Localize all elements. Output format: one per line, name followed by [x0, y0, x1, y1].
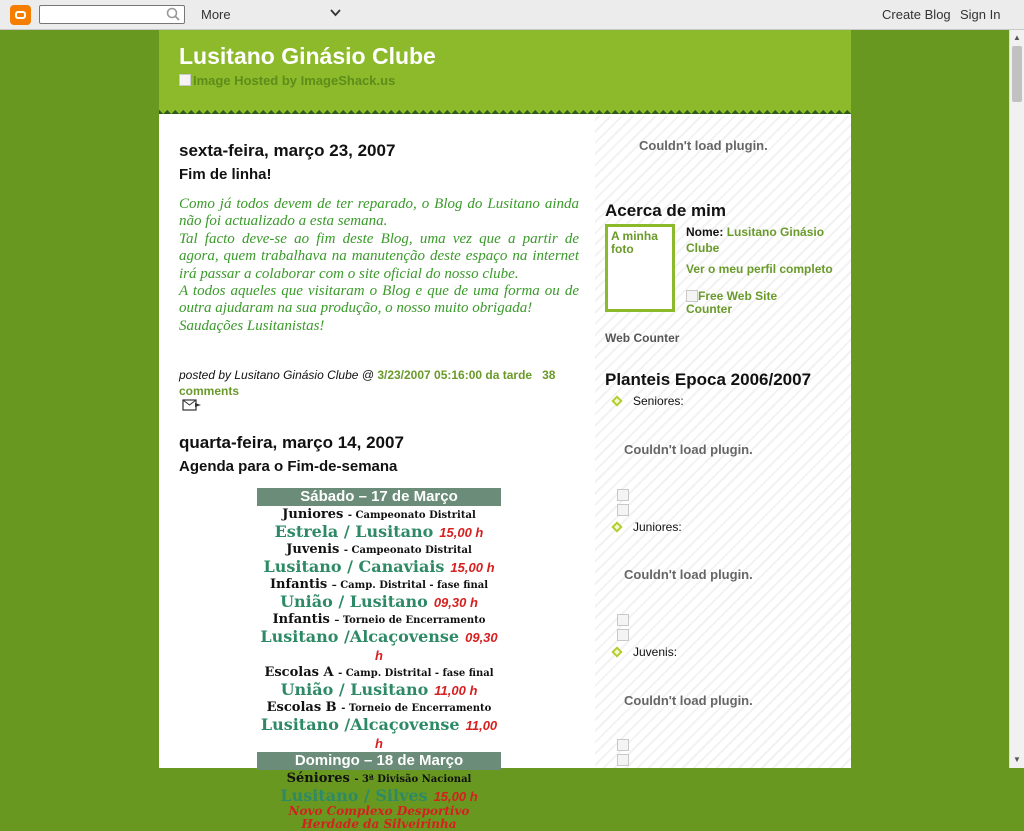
site-counter-alt: Free Web Site Counter [686, 289, 778, 316]
agenda-sunday-bar: Domingo – 18 de Março [257, 752, 501, 770]
blog-header [159, 30, 851, 114]
profile-name-label: Nome: [686, 225, 724, 239]
agenda-venue-2: Herdade da Silveirinha [301, 817, 457, 831]
post-date: sexta-feira, março 23, 2007 [179, 141, 396, 160]
agenda-category: Juvenis [286, 542, 340, 557]
agenda-time: 09,30 h [375, 630, 498, 663]
blogger-logo-icon[interactable] [10, 5, 31, 25]
post-paragraph: Saudações Lusitanistas! [179, 317, 325, 334]
agenda-away: Lusitano [355, 522, 434, 541]
about-heading: Acerca de mim [605, 201, 726, 220]
profile-name-link[interactable]: Lusitano Ginásio Clube [686, 225, 825, 255]
chevron-down-icon[interactable] [330, 9, 341, 17]
squad-label: Juvenis: [633, 645, 678, 659]
post-footer [179, 367, 579, 399]
agenda-game: Infantis – Camp. Distrital - fase final União / Lusitano 09,30 h [269, 577, 489, 611]
agenda-game: Séniores - 3ª Divisão Nacional Lusitano / Silves 15,00 h [280, 771, 478, 805]
agenda-competition: - Torneio de Encerramento [341, 703, 492, 714]
post-paragraph: A todos aqueles que visitaram o Blog e que de uma forma ou de outra ajudaram na sua produção, o nosso muito obrigada! [179, 283, 579, 317]
broken-image-icon [179, 74, 191, 86]
agenda-time: 15,00 h [433, 789, 478, 804]
agenda-venue: Novo Complexo Desportivo [288, 804, 470, 818]
bullet-icon [611, 521, 622, 532]
agenda-game: Juniores - Campeonato Distrital Estrela / Lusitano 15,00 h [274, 507, 484, 541]
agenda-home: Lusitano [280, 786, 359, 805]
agenda-time: 15,00 h [439, 525, 484, 540]
agenda-home: Lusitano [260, 627, 339, 646]
broken-image-icon [686, 290, 698, 302]
profile-photo[interactable] [605, 224, 675, 312]
scroll-down-arrow-icon[interactable]: ▼ [1013, 755, 1021, 764]
agenda-category: Juniores [282, 507, 344, 522]
bullet-icon [611, 395, 622, 406]
more-dropdown[interactable]: More [201, 7, 231, 22]
agenda-category: Infantis [272, 612, 330, 627]
agenda-away: Silves [375, 786, 428, 805]
agenda-competition: - Campeonato Distrital [347, 510, 476, 521]
agenda-image [257, 488, 501, 831]
post-body [179, 196, 579, 335]
sign-in-link[interactable]: Sign In [960, 7, 1001, 22]
agenda-home: Lusitano [260, 715, 339, 734]
blog-container [159, 30, 851, 831]
agenda-time: 09,30 h [433, 595, 478, 610]
list-item [613, 394, 684, 408]
agenda-category: Escolas B [266, 700, 337, 715]
agenda-time: 11,00 h [434, 683, 478, 698]
plugin-placeholder[interactable]: Couldn't load plugin. [624, 693, 753, 708]
agenda-category: Escolas A [264, 665, 334, 680]
squad-label: Juniores: [633, 520, 682, 534]
agenda-away: Alcaçovense [349, 627, 460, 646]
agenda-away: Alcaçovense [350, 715, 460, 734]
scroll-thumb[interactable] [1012, 46, 1022, 102]
post-title[interactable]: Fim de linha! [179, 166, 272, 183]
squad-label: Seniores: [633, 394, 684, 408]
agenda-competition: – Torneio de Encerramento [334, 615, 486, 626]
agenda-saturday-bar: Sábado – 17 de Março [257, 488, 501, 506]
post-author: posted by Lusitano Ginásio Clube @ [179, 368, 374, 382]
agenda-category: Séniores [286, 771, 350, 786]
header-border [159, 106, 851, 116]
page-scrollbar[interactable] [1009, 30, 1024, 768]
agenda-game: Escolas B - Torneio de Encerramento Lusitano /Alcaçovense 11,00 h [260, 700, 498, 751]
agenda-competition: - Campeonato Distrital [343, 545, 472, 556]
bullet-icon [611, 646, 622, 657]
agenda-home: União [280, 680, 334, 699]
post-paragraph: Tal facto deve-se ao fim deste Blog, uma vez que a partir de agora, quem trabalhava na manutenção deste espaço na internet irá passar a colaborar com o site oficial do nosso clube. [179, 230, 579, 282]
agenda-home: Lusitano [263, 557, 342, 576]
agenda-game: Infantis – Torneio de Encerramento Lusitano /Alcaçovense 09,30 h [260, 612, 498, 663]
search-input[interactable] [39, 5, 185, 24]
broken-image-icon [617, 754, 629, 766]
post-timestamp-link[interactable]: 3/23/2007 05:16:00 da tarde [377, 368, 533, 382]
search-icon[interactable] [165, 6, 183, 23]
profile-photo-alt: A minha foto [611, 229, 658, 256]
blogger-navbar [0, 0, 1024, 30]
post-paragraph: Como já todos devem de ter reparado, o Blog do Lusitano ainda não foi actualizado a esta semana. [179, 196, 579, 230]
agenda-competition: - 3ª Divisão Nacional [354, 774, 472, 785]
list-item [613, 520, 682, 534]
web-counter-link[interactable]: Web Counter [605, 331, 680, 345]
broken-image-icon [617, 629, 629, 641]
broken-image-icon [617, 614, 629, 626]
comments-link[interactable]: 38 comments [179, 368, 556, 398]
agenda-away: Lusitano [350, 680, 429, 699]
agenda-time: 15,00 h [450, 560, 495, 575]
agenda-home: Estrela [274, 522, 339, 541]
post-title[interactable]: Agenda para o Fim-de-semana [179, 458, 398, 475]
agenda-home: União [280, 592, 333, 611]
broken-image-icon [617, 489, 629, 501]
scroll-up-arrow-icon[interactable]: ▲ [1013, 33, 1021, 42]
header-image-alt: Image Hosted by ImageShack.us [193, 73, 396, 88]
site-counter-image[interactable] [686, 290, 806, 316]
agenda-away: Canaviais [358, 557, 445, 576]
agenda-competition: - Camp. Distrital - fase final [338, 668, 494, 679]
profile-name [686, 224, 836, 256]
plugin-placeholder[interactable]: Couldn't load plugin. [639, 138, 768, 153]
plugin-placeholder[interactable]: Couldn't load plugin. [624, 567, 753, 582]
plugin-placeholder[interactable]: Couldn't load plugin. [624, 442, 753, 457]
post-date: quarta-feira, março 14, 2007 [179, 433, 404, 452]
agenda-game: Juvenis - Campeonato Distrital Lusitano / Canaviais 15,00 h [263, 542, 495, 576]
header-image [179, 73, 395, 88]
broken-image-icon [617, 504, 629, 516]
list-item [613, 645, 677, 659]
blog-title[interactable]: Lusitano Ginásio Clube [179, 43, 436, 69]
agenda-game: Escolas A - Camp. Distrital - fase final União / Lusitano 11,00 h [264, 665, 494, 699]
create-blog-link[interactable]: Create Blog [882, 7, 951, 22]
agenda-competition: – Camp. Distrital - fase final [331, 580, 489, 591]
agenda-time: 11,00 h [375, 718, 498, 751]
view-profile-link[interactable]: Ver o meu perfil completo [686, 262, 833, 276]
agenda-category: Infantis [269, 577, 328, 592]
broken-image-icon [617, 739, 629, 751]
email-post-icon[interactable] [182, 399, 202, 411]
squads-heading: Planteis Epoca 2006/2007 [605, 370, 812, 389]
agenda-away: Lusitano [349, 592, 428, 611]
